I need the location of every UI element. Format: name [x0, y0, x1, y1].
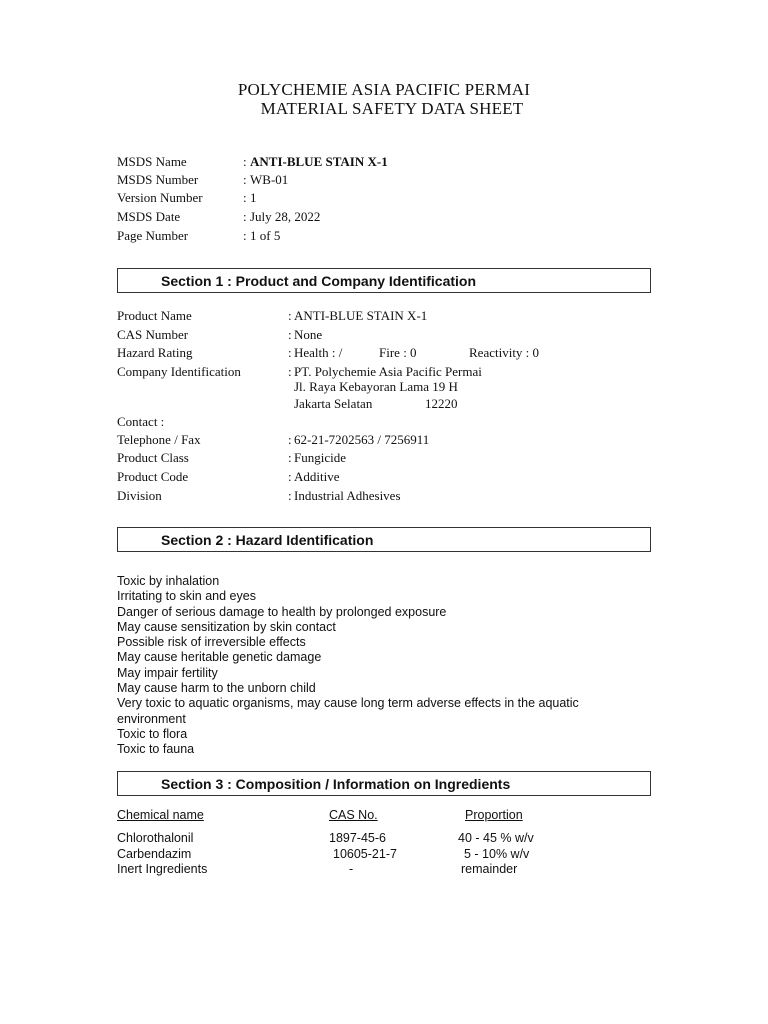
meta-sep: :: [243, 172, 247, 187]
section-2-header: [117, 527, 651, 552]
meta-value-date: July 28, 2022: [250, 209, 321, 224]
sep: :: [288, 432, 292, 447]
document-title: MATERIAL SAFETY DATA SHEET: [260, 99, 524, 118]
division-value: Industrial Adhesives: [294, 488, 401, 503]
meta-sep: :: [243, 190, 247, 205]
sep: :: [288, 469, 292, 484]
table-cell: 40 - 45 % w/v: [458, 831, 534, 845]
company-line-3: Jakarta Selatan: [294, 396, 373, 411]
table-cell: -: [349, 862, 354, 876]
hazard-rating-label: Hazard Rating: [117, 345, 193, 360]
table-cell: 1897-45-6: [329, 831, 386, 845]
meta-value-number: WB-01: [250, 172, 289, 187]
meta-label-date: MSDS Date: [117, 209, 181, 224]
table-cell: Carbendazim: [117, 847, 192, 861]
section-1-title: Section 1 : Product and Company Identification: [161, 273, 477, 289]
phone-value: 62-21-7202563 / 7256911: [294, 432, 430, 447]
meta-label-name: MSDS Name: [117, 154, 187, 169]
contact-label: Contact :: [117, 414, 165, 429]
product-class-value: Fungicide: [294, 450, 346, 465]
sep: :: [288, 308, 292, 323]
meta-sep: :: [243, 228, 247, 243]
meta-label-version: Version Number: [117, 190, 203, 205]
hazard-item: Possible risk of irreversible effects: [117, 635, 306, 650]
phone-label: Telephone / Fax: [117, 432, 201, 447]
product-name-value: ANTI-BLUE STAIN X-1: [294, 308, 428, 323]
hazard-item: Toxic to fauna: [117, 742, 195, 757]
hazard-item: May cause heritable genetic damage: [117, 650, 322, 665]
sep: :: [288, 364, 292, 379]
table-cell: Inert Ingredients: [117, 862, 208, 876]
product-class-label: Product Class: [117, 450, 189, 465]
hazard-item: May cause sensitization by skin contact: [117, 619, 336, 634]
meta-sep: :: [243, 209, 247, 224]
hazard-item: May cause harm to the unborn child: [117, 681, 316, 696]
hazard-list: [117, 574, 617, 758]
cas-value: None: [294, 327, 323, 342]
section-3-title: Section 3 : Composition / Information on Ingredients: [161, 776, 511, 792]
meta-label-number: MSDS Number: [117, 172, 199, 187]
product-code-value: Additive: [294, 469, 340, 484]
sep: :: [288, 450, 292, 465]
company-id-label: Company Identification: [117, 364, 241, 379]
hazard-item: Irritating to skin and eyes: [117, 589, 256, 604]
table-cell: 5 - 10% w/v: [464, 847, 530, 861]
hazard-item: Toxic by inhalation: [117, 574, 220, 588]
fire-rating: Fire : 0: [379, 345, 417, 360]
meta-value-page: 1 of 5: [250, 228, 281, 243]
division-label: Division: [117, 488, 162, 503]
meta-label-page: Page Number: [117, 228, 189, 243]
cas-label: CAS Number: [117, 327, 189, 342]
sep: :: [288, 345, 292, 360]
meta-value-name: ANTI-BLUE STAIN X-1: [250, 154, 388, 169]
health-rating: Health : /: [294, 345, 343, 360]
hazard-item: May impair fertility: [117, 665, 218, 680]
table-cell: Chlorothalonil: [117, 831, 194, 845]
company-line-1: PT. Polychemie Asia Pacific Permai: [294, 364, 482, 379]
section-1-header: [117, 268, 651, 293]
hazard-item: Very toxic to aquatic organisms, may cause long term adverse effects in the aquatic: [117, 696, 579, 711]
meta-sep: :: [243, 154, 247, 169]
col-header-chemical: Chemical name: [117, 808, 204, 822]
company-name: POLYCHEMIE ASIA PACIFIC PERMAI: [237, 80, 531, 99]
sep: :: [288, 327, 292, 342]
hazard-item: environment: [117, 711, 186, 726]
meta-value-version: 1: [250, 190, 257, 205]
reactivity-rating: Reactivity : 0: [469, 345, 540, 360]
product-code-label: Product Code: [117, 469, 189, 484]
hazard-item: Toxic to flora: [117, 726, 188, 741]
sep: :: [288, 488, 292, 503]
company-line-2: Jl. Raya Kebayoran Lama 19 H: [294, 379, 458, 394]
product-name-label: Product Name: [117, 308, 192, 323]
table-cell: 10605-21-7: [333, 847, 397, 861]
postal-code: 12220: [425, 396, 458, 411]
section-3-header: [117, 771, 651, 796]
table-cell: remainder: [461, 862, 518, 876]
col-header-cas: CAS No.: [329, 808, 378, 822]
section-2-title: Section 2 : Hazard Identification: [161, 532, 374, 548]
hazard-item: Danger of serious damage to health by prolonged exposure: [117, 604, 447, 619]
col-header-proportion: Proportion: [465, 808, 523, 822]
